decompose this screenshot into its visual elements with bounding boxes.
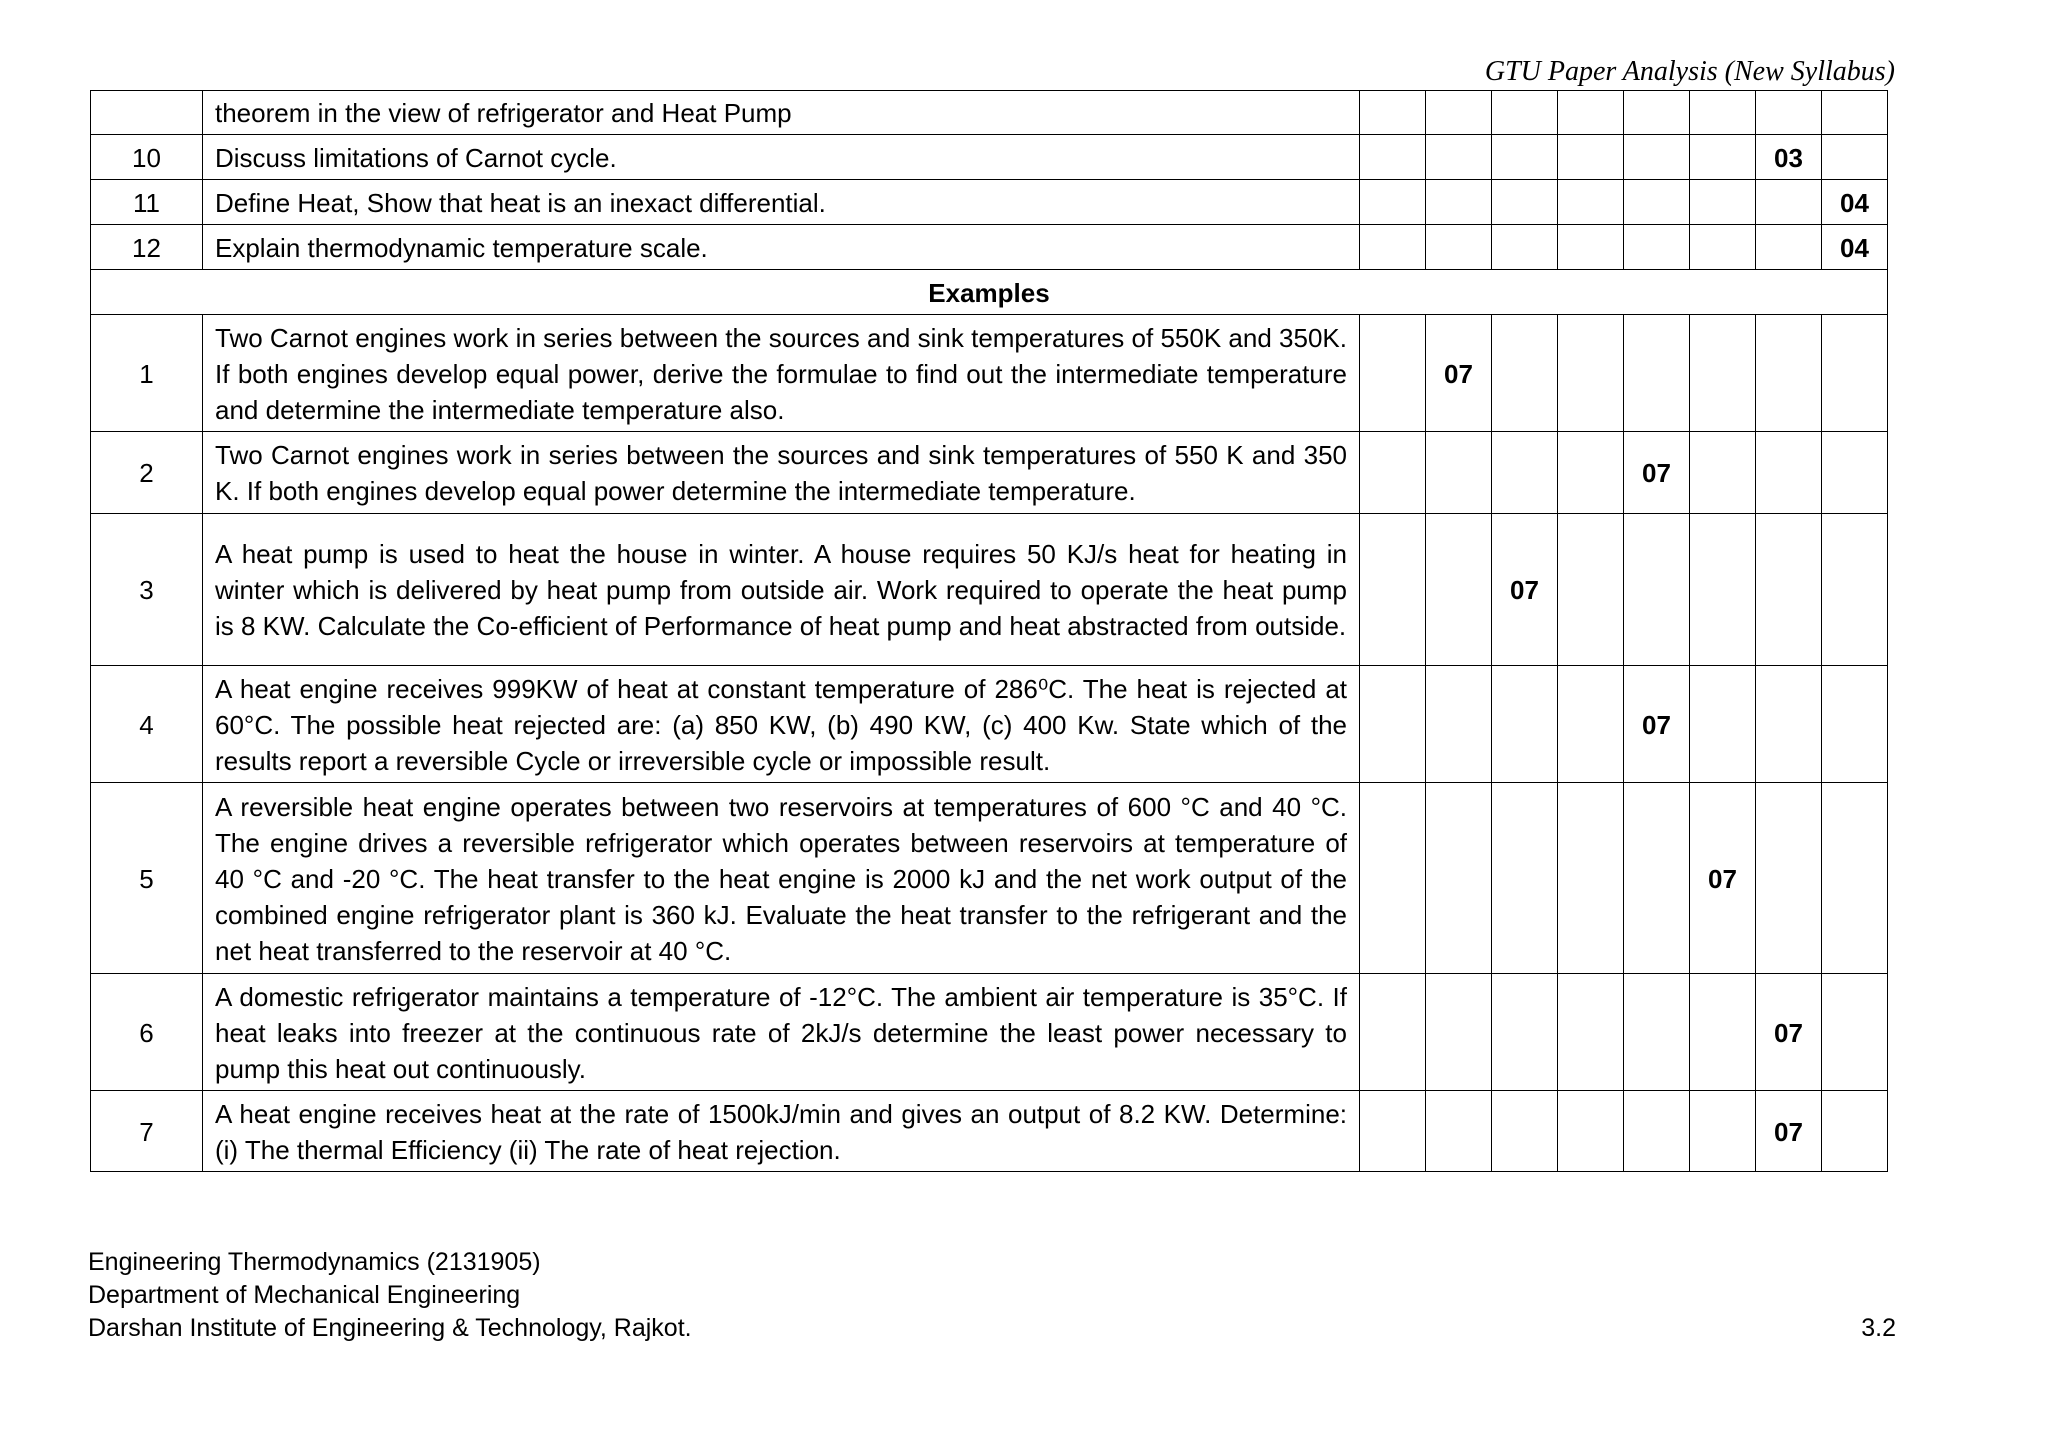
footer-institute: Darshan Institute of Engineering & Technology, Rajkot. [88, 1314, 692, 1342]
marks-cell [1360, 432, 1426, 514]
marks-cell [1360, 315, 1426, 432]
marks-cell [1822, 91, 1888, 135]
marks-cell: 07 [1426, 315, 1492, 432]
marks-cell [1492, 432, 1558, 514]
marks-cell [1558, 135, 1624, 180]
question-number: 5 [91, 783, 203, 974]
marks-cell [1426, 180, 1492, 225]
marks-cell [1360, 974, 1426, 1091]
marks-cell [1426, 91, 1492, 135]
marks-cell [1492, 974, 1558, 1091]
marks-cell [1690, 514, 1756, 666]
marks-cell [1360, 783, 1426, 974]
table-row [91, 1091, 1888, 1172]
marks-cell [1624, 91, 1690, 135]
marks-cell [1690, 666, 1756, 783]
marks-cell: 07 [1624, 666, 1690, 783]
marks-cell [1558, 514, 1624, 666]
marks-cell [1690, 91, 1756, 135]
question-number: 4 [91, 666, 203, 783]
footer-course: Engineering Thermodynamics (2131905) [88, 1248, 541, 1276]
marks-cell [1756, 666, 1822, 783]
marks-cell [1360, 1091, 1426, 1172]
marks-cell [1492, 91, 1558, 135]
marks-cell [1822, 974, 1888, 1091]
marks-cell [1426, 432, 1492, 514]
marks-cell [1558, 1091, 1624, 1172]
section-title: Examples [91, 270, 1888, 315]
marks-cell [1558, 783, 1624, 974]
question-analysis-table [90, 90, 1888, 1172]
marks-cell [1822, 315, 1888, 432]
marks-cell [1624, 974, 1690, 1091]
footer [88, 1246, 692, 1345]
marks-cell [1690, 315, 1756, 432]
marks-cell: 07 [1756, 1091, 1822, 1172]
marks-cell [1360, 135, 1426, 180]
marks-cell [1426, 974, 1492, 1091]
marks-cell: 07 [1690, 783, 1756, 974]
marks-cell [1426, 514, 1492, 666]
marks-cell [1492, 666, 1558, 783]
marks-cell [1426, 1091, 1492, 1172]
marks-cell [1558, 225, 1624, 270]
marks-cell: 04 [1822, 225, 1888, 270]
marks-cell [1360, 91, 1426, 135]
marks-cell [1624, 135, 1690, 180]
question-text: A domestic refrigerator maintains a temperature of -12°C. The ambient air temperature is 35°C. If heat leaks into freezer at the continuous rate of 2kJ/s determine the least power necessary to pump this heat out continuously. [203, 974, 1360, 1091]
table-row [91, 432, 1888, 514]
question-text: A heat engine receives heat at the rate of 1500kJ/min and gives an output of 8.2 KW. Determine: (i) The thermal Efficiency (ii) The rate of heat rejection. [203, 1091, 1360, 1172]
table-body [91, 91, 1888, 1172]
marks-cell [1756, 91, 1822, 135]
question-text: Two Carnot engines work in series between the sources and sink temperatures of 550K and 350K. If both engines develop equal power, derive the formulae to find out the intermediate temperature and determine the intermediate temperature also. [203, 315, 1360, 432]
page-number: 3.2 [1861, 1314, 1896, 1342]
question-number: 1 [91, 315, 203, 432]
marks-cell [1558, 432, 1624, 514]
marks-cell [1756, 432, 1822, 514]
marks-cell [1492, 225, 1558, 270]
question-text: theorem in the view of refrigerator and Heat Pump [203, 91, 1360, 135]
table-row [91, 783, 1888, 974]
marks-cell [1558, 974, 1624, 1091]
question-text: Define Heat, Show that heat is an inexact differential. [203, 180, 1360, 225]
marks-cell [1756, 180, 1822, 225]
running-header: GTU Paper Analysis (New Syllabus) [1484, 56, 1895, 87]
table-row [91, 225, 1888, 270]
question-text: A heat pump is used to heat the house in winter. A house requires 50 KJ/s heat for heating in winter which is delivered by heat pump from outside air. Work required to operate the heat pump is 8 KW. Calculate the Co-efficient of Performance of heat pump and heat abstracted from outside. [203, 514, 1360, 666]
marks-cell [1426, 666, 1492, 783]
marks-cell: 07 [1624, 432, 1690, 514]
marks-cell [1624, 225, 1690, 270]
marks-cell [1360, 666, 1426, 783]
marks-cell [1690, 225, 1756, 270]
marks-cell [1360, 514, 1426, 666]
marks-cell [1426, 783, 1492, 974]
marks-cell [1624, 1091, 1690, 1172]
question-number: 10 [91, 135, 203, 180]
marks-cell [1360, 180, 1426, 225]
marks-cell [1624, 315, 1690, 432]
marks-cell [1690, 432, 1756, 514]
marks-cell [1822, 1091, 1888, 1172]
marks-cell [1822, 514, 1888, 666]
marks-cell [1492, 1091, 1558, 1172]
marks-cell [1756, 225, 1822, 270]
marks-cell [1690, 974, 1756, 1091]
marks-cell [1558, 91, 1624, 135]
marks-cell [1756, 783, 1822, 974]
marks-cell [1492, 315, 1558, 432]
question-number: 6 [91, 974, 203, 1091]
question-text: Explain thermodynamic temperature scale. [203, 225, 1360, 270]
marks-cell [1756, 315, 1822, 432]
table-row [91, 91, 1888, 135]
table-row [91, 135, 1888, 180]
question-number: 7 [91, 1091, 203, 1172]
section-row [91, 270, 1888, 315]
table-row [91, 315, 1888, 432]
marks-cell [1756, 514, 1822, 666]
table-row [91, 666, 1888, 783]
marks-cell [1690, 1091, 1756, 1172]
marks-cell [1822, 666, 1888, 783]
marks-cell [1492, 135, 1558, 180]
marks-cell [1690, 180, 1756, 225]
marks-cell [1624, 180, 1690, 225]
question-number: 12 [91, 225, 203, 270]
marks-cell [1492, 783, 1558, 974]
marks-cell [1492, 180, 1558, 225]
marks-cell: 03 [1756, 135, 1822, 180]
question-text: Discuss limitations of Carnot cycle. [203, 135, 1360, 180]
marks-cell [1426, 225, 1492, 270]
marks-cell: 04 [1822, 180, 1888, 225]
marks-cell [1426, 135, 1492, 180]
marks-cell: 07 [1756, 974, 1822, 1091]
marks-cell [1360, 225, 1426, 270]
question-number: 11 [91, 180, 203, 225]
footer-department: Department of Mechanical Engineering [88, 1281, 521, 1309]
marks-cell [1558, 315, 1624, 432]
question-number: 3 [91, 514, 203, 666]
marks-cell: 07 [1492, 514, 1558, 666]
question-text: A reversible heat engine operates between two reservoirs at temperatures of 600 °C and 40 °C. The engine drives a reversible refrigerator which operates between reservoirs at temperature of 40 °C and -20 °C. The heat transfer to the heat engine is 2000 kJ and the net work output of the combined engine refrigerator plant is 360 kJ. Evaluate the heat transfer to the refrigerant and the net heat transferred to the reservoir at 40 °C. [203, 783, 1360, 974]
table-row [91, 514, 1888, 666]
marks-cell [1822, 135, 1888, 180]
marks-cell [1822, 432, 1888, 514]
question-text: Two Carnot engines work in series between the sources and sink temperatures of 550 K and 350 K. If both engines develop equal power determine the intermediate temperature. [203, 432, 1360, 514]
question-text: A heat engine receives 999KW of heat at constant temperature of 286⁰C. The heat is rejected at 60°C. The possible heat rejected are: (a) 850 KW, (b) 490 KW, (c) 400 Kw. State which of the results report a reversible Cycle or irreversible cycle or impossible result. [203, 666, 1360, 783]
question-number: 2 [91, 432, 203, 514]
table-row [91, 180, 1888, 225]
question-number [91, 91, 203, 135]
table-row [91, 974, 1888, 1091]
marks-cell [1558, 666, 1624, 783]
marks-cell [1822, 783, 1888, 974]
marks-cell [1690, 135, 1756, 180]
marks-cell [1624, 514, 1690, 666]
marks-cell [1624, 783, 1690, 974]
marks-cell [1558, 180, 1624, 225]
